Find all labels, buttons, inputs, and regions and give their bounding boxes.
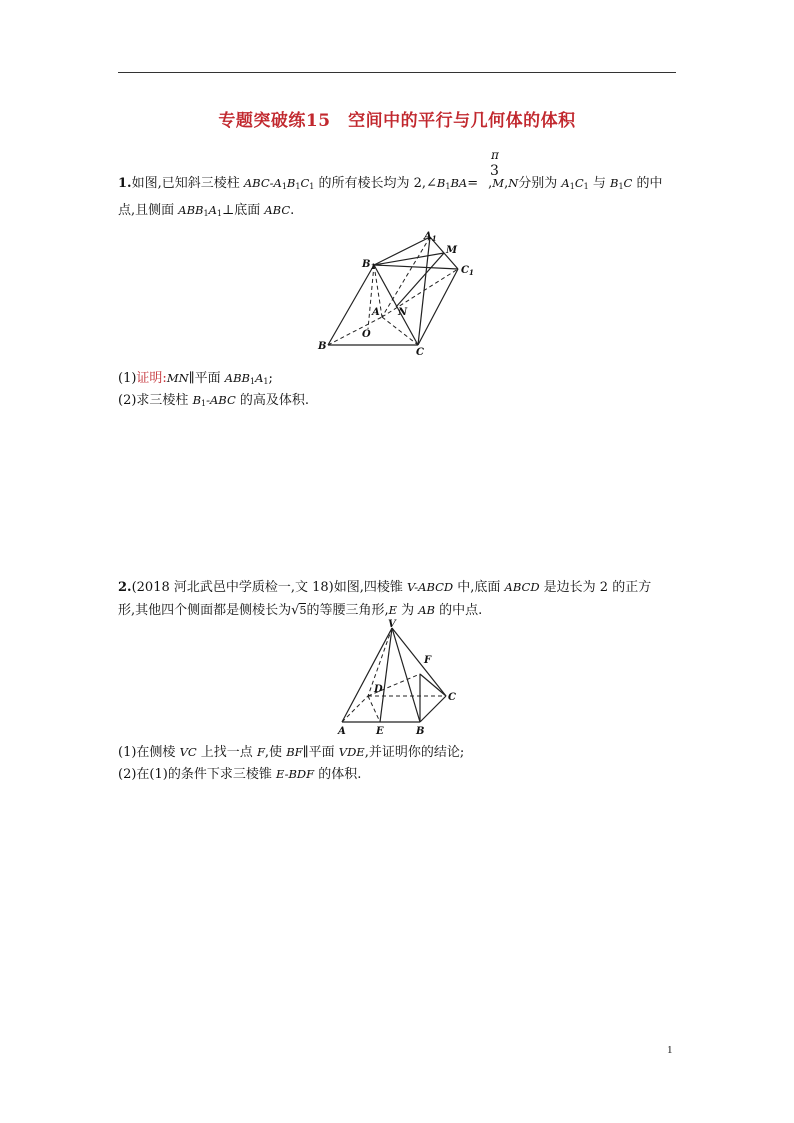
page-number: 1	[667, 1044, 673, 1056]
label-C: C	[448, 692, 456, 703]
problem2-line2: 形,其他四个侧面都是侧棱长为√5的等腰三角形,E 为 AB 的中点.	[118, 603, 483, 618]
label-C: C	[416, 347, 424, 358]
label-A: A	[338, 726, 346, 737]
label-A: A	[372, 307, 380, 318]
problem2-line1: 2.(2018 河北武邑中学质检一,文 18)如图,四棱锥 V-ABCD 中,底面 ABCD 是边长为 2 的正方	[118, 580, 652, 595]
label-N: N	[398, 307, 408, 318]
problem1-line1: 1.如图,已知斜三棱柱 ABC-$A_1B_1C_1$ 的所有棱长均为 $2,\angle B_1BA= ,M,N$分别为 $A_1C_1$ 与 $B_1C$ 的中	[118, 176, 663, 191]
page-title: 专题突破练15 空间中的平行与几何体的体积	[218, 111, 576, 131]
prism-figure	[310, 225, 490, 360]
pyramid-figure	[330, 618, 470, 740]
label-A1: $A_1$	[424, 231, 437, 243]
problem2-question1: (1)在侧棱 VC 上找一点 F,使 BF∥平面 VDE,并证明你的结论;	[118, 745, 465, 760]
label-F: F	[424, 655, 432, 666]
label-B: B	[416, 726, 425, 737]
problem1-line2: 点,且侧面 $ABB_1A_1\perp$底面 ABC.	[118, 203, 295, 218]
problem2-question2: (2)在(1)的条件下求三棱锥 E-BDF 的体积.	[118, 767, 362, 782]
label-B1: $B_1$	[362, 259, 376, 271]
label-B: B	[318, 341, 327, 352]
fraction-denominator: 3	[490, 163, 499, 179]
label-E: E	[376, 726, 384, 737]
problem1-question1: (1)证明:MN∥平面 $ABB_1A_1$;	[118, 371, 273, 386]
header-rule	[118, 72, 676, 73]
label-V: V	[388, 619, 396, 630]
label-D: D	[374, 684, 383, 695]
pi-symbol: π	[491, 148, 499, 162]
label-M: M	[446, 245, 458, 256]
label-O: O	[362, 329, 371, 340]
label-C1: $C_1$	[461, 265, 474, 277]
problem1-question2: (2)求三棱柱 $B_1$-ABC 的高及体积.	[118, 393, 310, 408]
